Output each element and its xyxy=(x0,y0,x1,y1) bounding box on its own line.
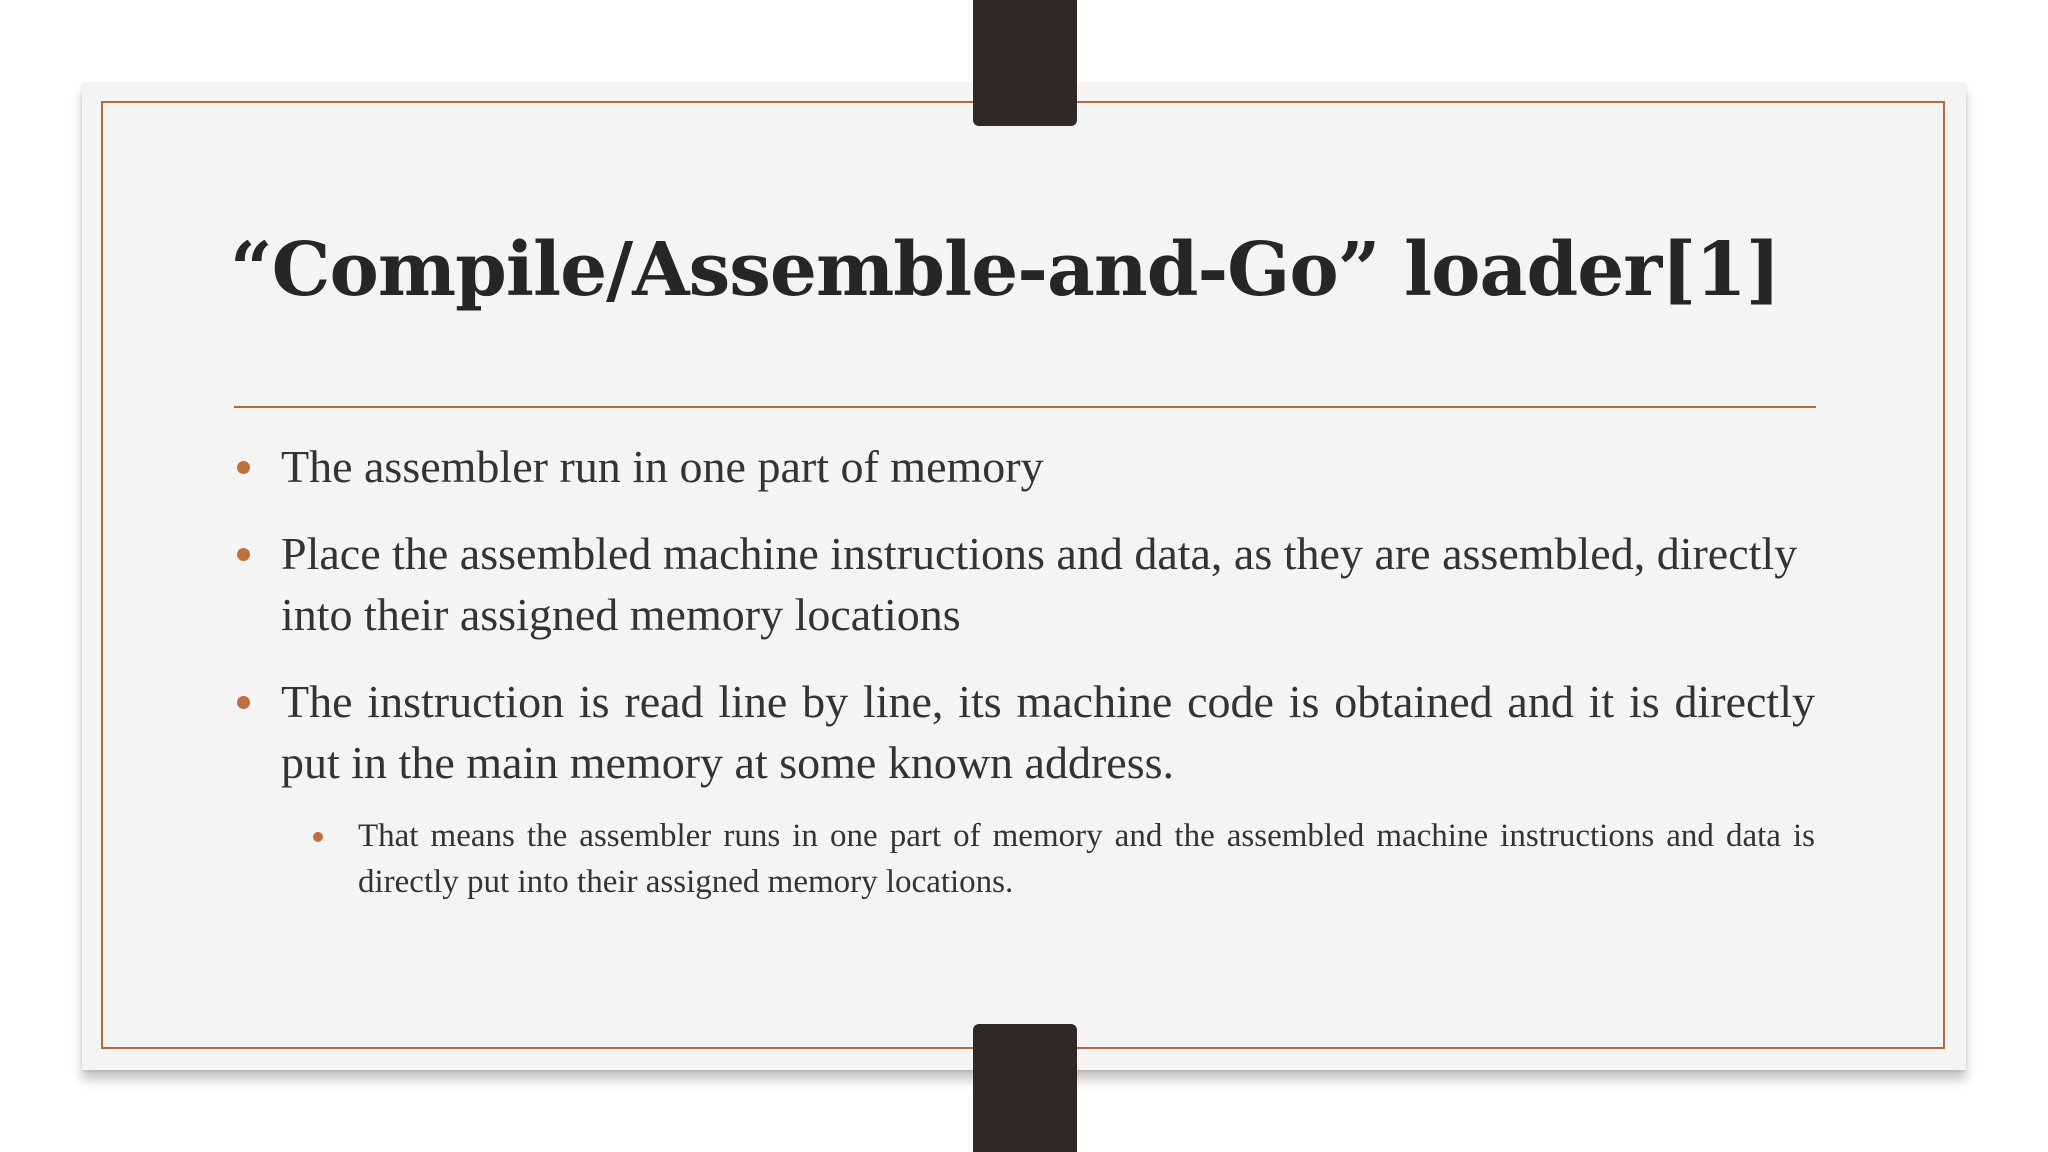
bottom-strap xyxy=(973,1024,1077,1152)
bullet-item xyxy=(235,671,1815,793)
top-strap xyxy=(973,0,1077,126)
bullet-text: The instruction is read line by line, its machine code is obtained and it is directly put in the main memory at some known address. xyxy=(281,676,1815,788)
title-divider xyxy=(234,406,1816,408)
bullet-list xyxy=(235,436,1815,905)
bullet-dot-icon xyxy=(237,548,250,561)
bullet-item xyxy=(235,436,1815,497)
sub-bullet-text: That means the assembler runs in one part of memory and the assembled machine instructions and data is directly put into their assigned memory locations. xyxy=(358,818,1815,900)
bullet-item xyxy=(235,523,1815,645)
bullet-dot-icon xyxy=(237,461,250,474)
bullet-text: The assembler run in one part of memory xyxy=(281,441,1044,492)
sub-bullet-dot-icon xyxy=(313,832,323,842)
sub-bullet-item xyxy=(235,813,1815,905)
slide-title: “Compile/Assemble-and-Go” loader[1] xyxy=(230,227,1780,313)
bullet-text: Place the assembled machine instructions and data, as they are assembled, directly into their assigned memory locations xyxy=(281,528,1798,640)
bullet-dot-icon xyxy=(237,696,250,709)
